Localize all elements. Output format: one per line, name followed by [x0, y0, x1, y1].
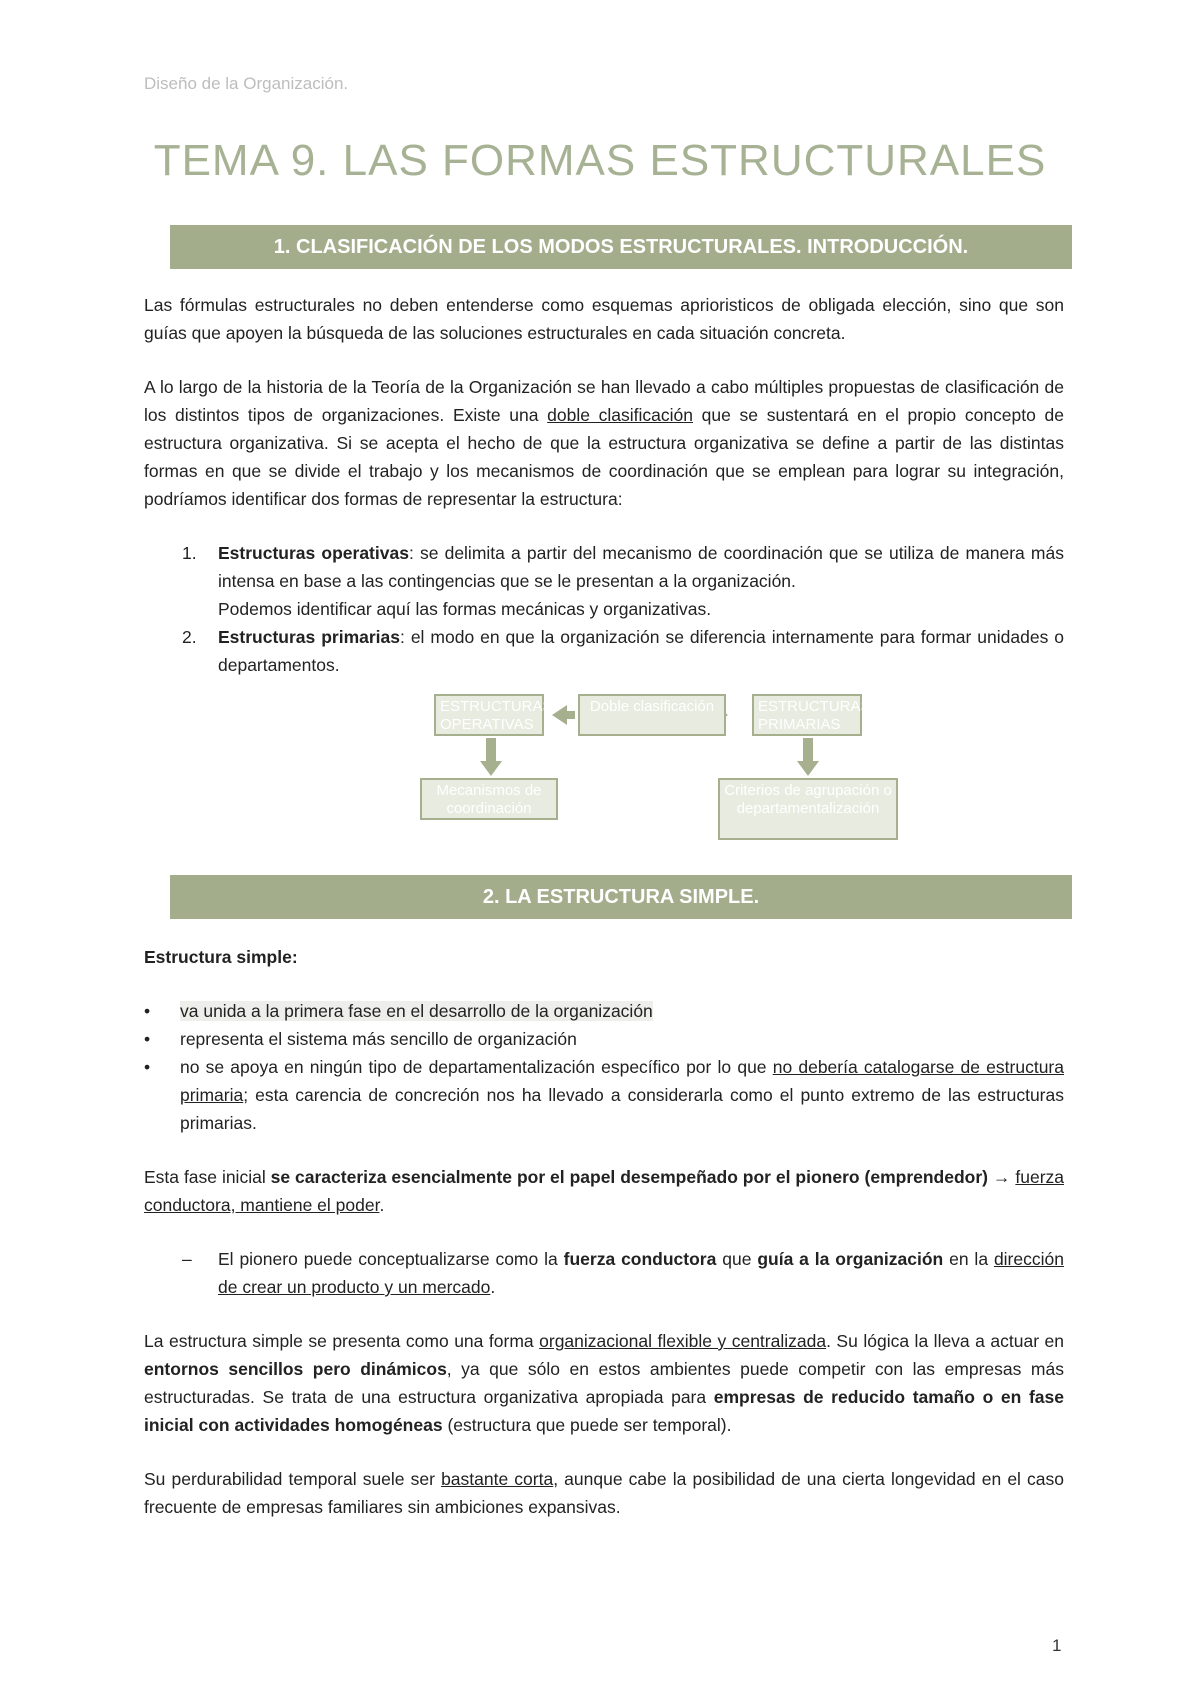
paragraph: Esta fase inicial se caracteriza esencialmente por el papel desempeñado por el pionero (emprendedor) → fuerza conductora, mantiene el poder. — [144, 1167, 1065, 1215]
node-criterios-agrupacion: Criterios de agrupación o departamentalización — [718, 778, 898, 840]
classification-diagram — [420, 690, 900, 850]
arrow-down-icon — [480, 738, 502, 776]
section-1-heading: 1. CLASIFICACIÓN DE LOS MODOS ESTRUCTURALES. INTRODUCCIÓN. — [170, 225, 1072, 269]
section-1-body — [144, 291, 1064, 679]
paragraph: La estructura simple se presenta como una forma organizacional flexible y centralizada. Su lógica la lleva a actuar en entornos sencillos pero dinámicos, ya que sólo en estos ambientes puede competir con las empresas más estructuradas. Se trata de una estructura organizativa apropiada para empresas de reducido tamaño o en fase inicial con actividades homogéneas (estructura que puede ser temporal). — [144, 1331, 1064, 1435]
arrow-down-icon — [797, 738, 819, 776]
paragraph: Las fórmulas estructurales no deben entenderse como esquemas aprioristicos de obligada elección, sino que son guías que apoyen la búsqueda de las soluciones estructurales en cada situación concreta. — [144, 295, 1064, 343]
section-2-body — [144, 943, 1064, 1521]
section-2-heading: 2. LA ESTRUCTURA SIMPLE. — [170, 875, 1072, 919]
list-item: – El pionero puede conceptualizarse como la fuerza conductora que guía a la organización en la dirección de crear un producto y un mercado. — [182, 1249, 1064, 1297]
list-item: 2. Estructuras primarias: el modo en que la organización se diferencia internamente para formar unidades o departamentos. — [182, 627, 1065, 675]
paragraph: Su perdurabilidad temporal suele ser bastante corta, aunque cabe la posibilidad de una cierta longevidad en el caso frecuente de empresas familiares sin ambiciones expansivas. — [144, 1469, 1065, 1517]
node-doble-clasificacion: Doble clasificación — [578, 694, 726, 736]
running-header: Diseño de la Organización. — [144, 74, 349, 93]
list-item: 1. Estructuras operativas: se delimita a partir del mecanismo de coordinación que se utiliza de manera más intensa en base a las contingencias que se le presentan a la organización. Podemos identificar aquí las formas mecánicas y organizativas. — [182, 543, 1064, 619]
page-number: 1 — [1052, 1636, 1062, 1655]
list-item: • va unida a la primera fase en el desarrollo de la organización — [144, 1001, 653, 1021]
node-estructuras-primarias: ESTRUCTURAS PRIMARIAS — [752, 694, 862, 736]
arrow-left-icon — [552, 705, 575, 725]
list-item: • no se apoya en ningún tipo de departamentalización específico por lo que no debería catalogarse de estructura primaria; esta carencia de concreción nos ha llevado a considerarla como el punto extremo de las estructuras primarias. — [144, 1057, 1064, 1133]
paragraph: A lo largo de la historia de la Teoría de la Organización se han llevado a cabo múltiples propuestas de clasificación de los distintos tipos de organizaciones. Existe una doble clasificación que se sustentará en el propio concepto de estructura organizativa. Si se acepta el hecho de que la estructura organizativa se define a partir de las distintas formas en que se divide el trabajo y los mecanismos de coordinación que se emplean para lograr su integración, podríamos identificar dos formas de representar la estructura: — [144, 377, 1065, 509]
section-label: Estructura simple: — [144, 947, 298, 967]
document-title: TEMA 9. LAS FORMAS ESTRUCTURALES — [153, 136, 1047, 185]
bullet-list — [144, 997, 1064, 1137]
numbered-list — [144, 539, 1064, 679]
node-mecanismos-coordinacion: Mecanismos de coordinación — [420, 778, 558, 820]
node-estructuras-operativas: ESTRUCTURAS OPERATIVAS — [434, 694, 544, 736]
list-item: • representa el sistema más sencillo de organización — [144, 1029, 577, 1049]
